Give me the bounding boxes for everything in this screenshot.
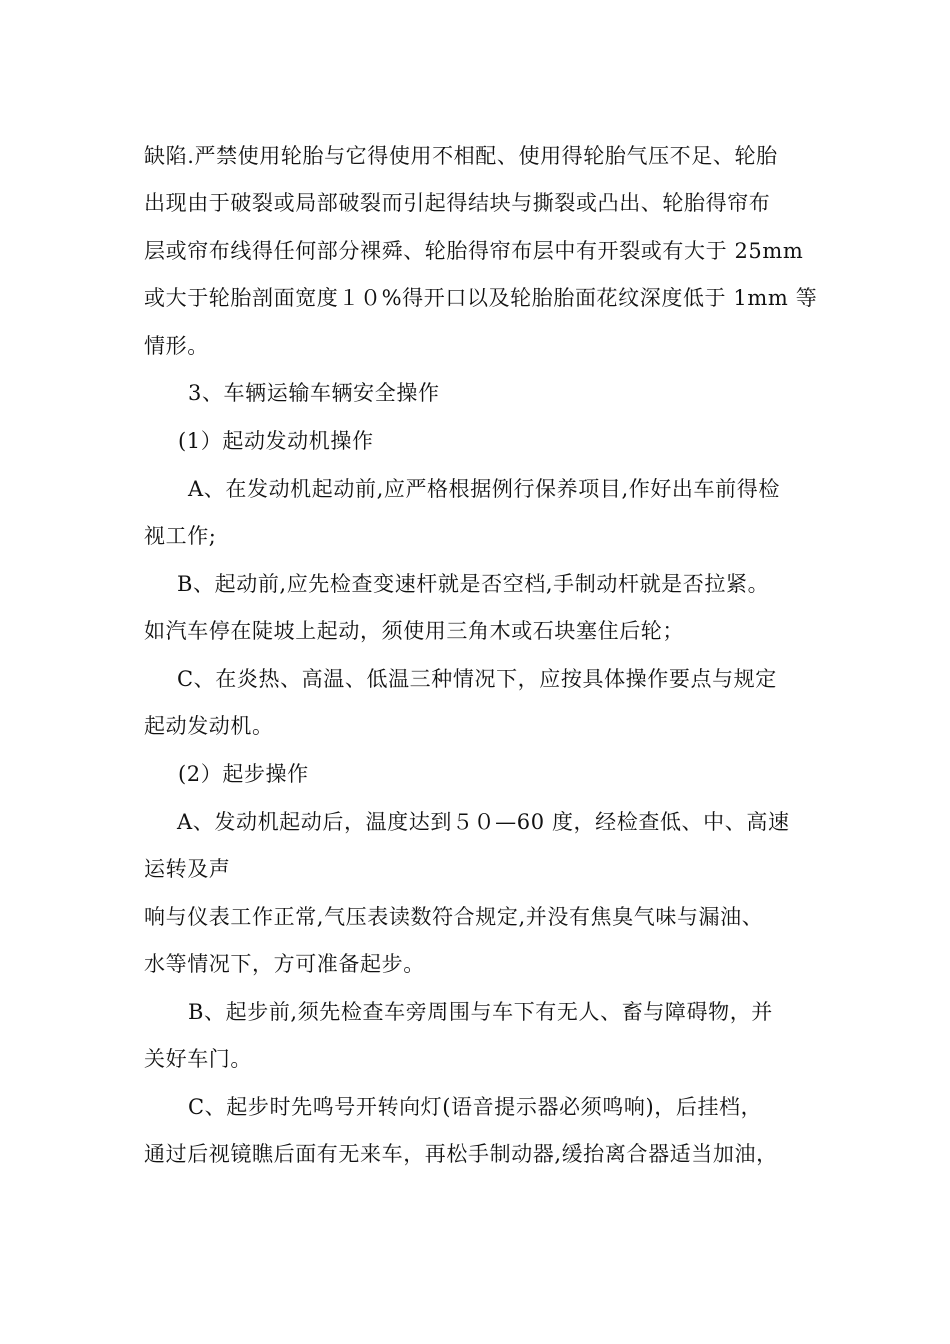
text-line: 情形。	[144, 334, 209, 358]
text-line: 水等情况下，方可准备起步。	[144, 952, 425, 976]
text-line: 通过后视镜瞧后面有无来车，再松手制动器,缓抬离合器适当加油，	[144, 1142, 778, 1166]
text-line: C、在炎热、高温、低温三种情况下，应按具体操作要点与规定	[177, 667, 777, 691]
text-line: 层或帘布线得任何部分裸舜、轮胎得帘布层中有开裂或有大于 25mm	[144, 239, 804, 263]
text-line: A、在发动机起动前,应严格根据例行保养项目,作好出车前得检	[188, 477, 780, 501]
text-line: 出现由于破裂或局部破裂而引起得结块与撕裂或凸出、轮胎得帘布	[144, 191, 771, 215]
subsection-heading: (2）起步操作	[178, 762, 309, 786]
text-line: 起动发动机。	[144, 714, 274, 738]
section-heading: 3、车辆运输车辆安全操作	[188, 381, 440, 405]
text-line: 响与仪表工作正常,气压表读数符合规定,并没有焦臭气味与漏油、	[144, 905, 764, 929]
text-line: A、发动机起动后，温度达到５０—60 度，经检查低、中、高速	[177, 810, 790, 834]
text-line: C、起步时先鸣号开转向灯(语音提示器必须鸣响)，后挂档，	[188, 1095, 763, 1119]
text-line: B、起步前,须先检查车旁周围与车下有无人、畜与障碍物，并	[188, 1000, 773, 1024]
text-line: 视工作;	[144, 524, 217, 548]
text-line: 如汽车停在陡坡上起动，须使用三角木或石块塞住后轮；	[144, 619, 684, 643]
subsection-heading: (1）起动发动机操作	[178, 429, 374, 453]
text-line: 或大于轮胎剖面宽度１０%得开口以及轮胎胎面花纹深度低于 1mm 等	[144, 286, 818, 310]
text-line: B、起动前,应先检查变速杆就是否空档,手制动杆就是否拉紧。	[177, 572, 770, 596]
text-line: 运转及声	[144, 857, 231, 881]
text-line: 关好车门。	[144, 1047, 252, 1071]
text-line: 缺陷.严禁使用轮胎与它得使用不相配、使用得轮胎气压不足、轮胎	[144, 144, 778, 168]
